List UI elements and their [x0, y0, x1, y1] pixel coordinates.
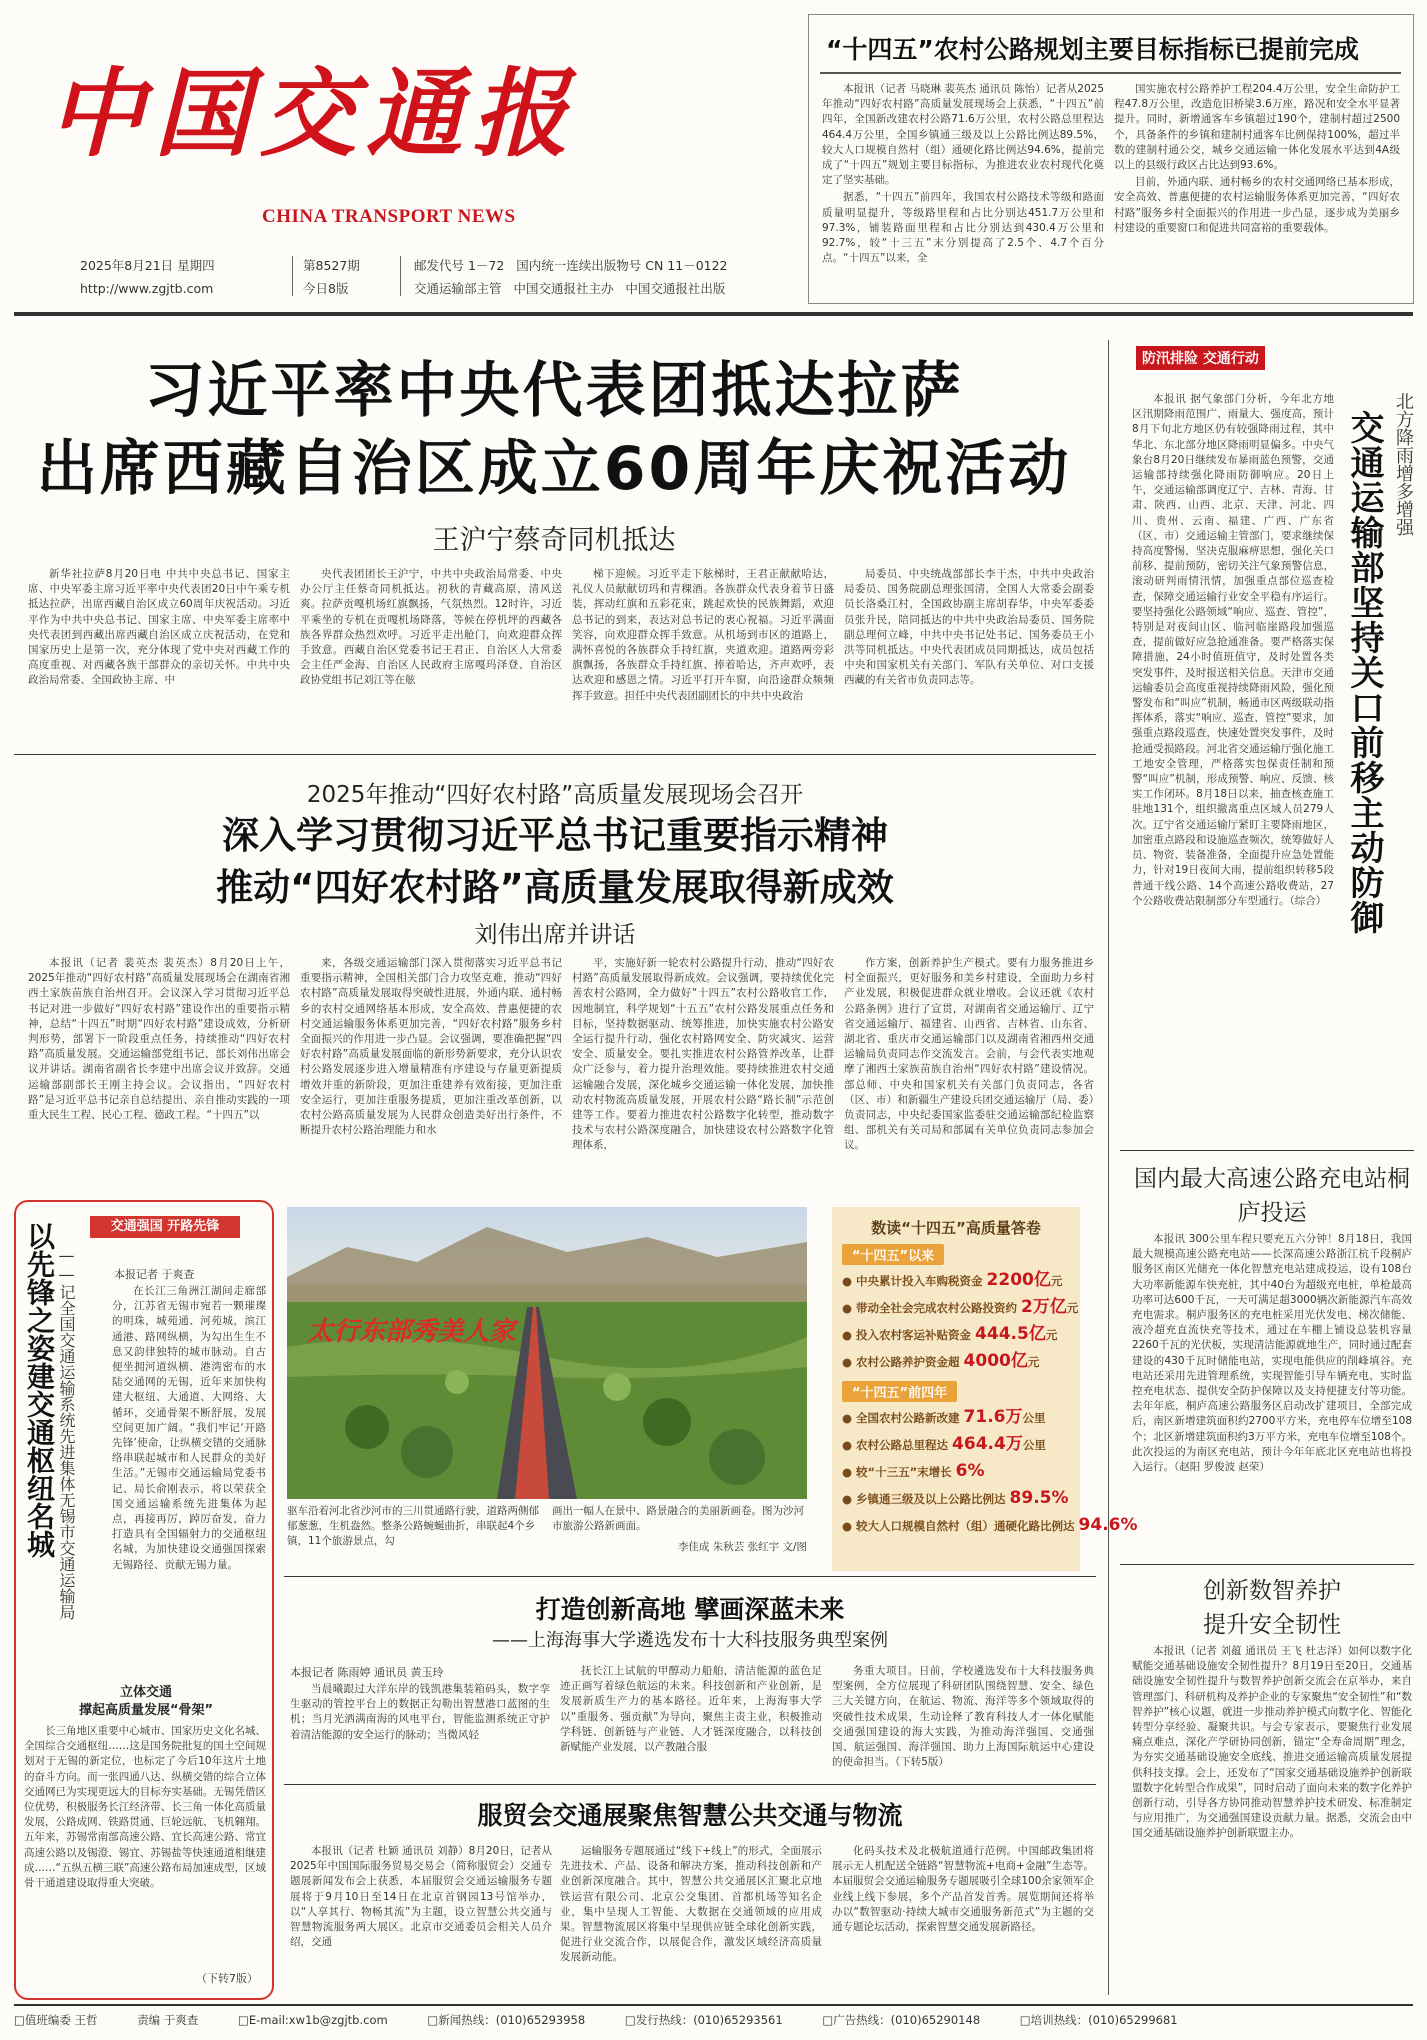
scenic-road-photo [287, 1207, 807, 1499]
innov-headline[interactable]: 打造创新高地 擘画深蓝未来 [535, 1595, 845, 1624]
divider [284, 1784, 1096, 1785]
footer-editor: □值班编委 王哲 [14, 2013, 98, 2027]
infographic-section-2: “十四五”前四年 [842, 1381, 957, 1402]
sponsor: 交通运输部主管 [414, 281, 502, 296]
infographic-row-value: 2200亿 [986, 1270, 1051, 1290]
side-banner: 防汛排险 交通行动 [1136, 346, 1265, 370]
lead-headline[interactable]: 习近平率中央代表团抵达拉萨 出席西藏自治区成立60周年庆祝活动 [36, 356, 1072, 504]
lead-column-1: 新华社拉萨8月20日电 中共中央总书记、国家主席、中央军委主席习近平率中央代表团20日中午乘专机抵达拉萨，出席西藏自治区成立60周年庆祝活动。习近平作为中共中央总书记、国家主席、中央军委主席率中央代表团到西藏出席西藏自治区成立庆祝活动，在党和国家历史上是第一次，充分体现了党中央对西藏工作的高度重视、对西藏各族干部群众的亲切关怀。中共中央政治局常委、全国政协主席、中 [28, 568, 290, 687]
footer-rule [14, 2004, 1413, 2006]
photo-caption-1: 驱车沿着河北省沙河市的三川贯通路行驶，道路两侧郁郁葱葱，生机盎然。整条公路蜿蜒曲折，串联起4个乡镇，11个旅游景点，勾 [287, 1505, 539, 1547]
infographic-row-label: ● 乡镇通三级及以上公路比例达 [842, 1492, 1010, 1506]
masthead-date-block [80, 254, 292, 300]
postal-code: 邮发代号 1－72 [414, 258, 505, 273]
infographic-row-unit: 元 [1027, 1355, 1040, 1369]
feature-subhead: 立体交通 撑起高质量发展“骨架” [78, 1685, 214, 1718]
infographic-row [842, 1267, 1070, 1294]
footer-ad-hotline: □广告热线：(010)65290148 [822, 2013, 981, 2027]
infographic-row-label: ● 农村公路总里程达 [842, 1438, 953, 1452]
infographic-row-label: ● 全国农村公路新改建 [842, 1411, 964, 1425]
infographic-row-label: ● 中央累计投入车购税资金 [842, 1274, 987, 1288]
topright-headline[interactable]: “十四五”农村公路规划主要目标指标已提前完成 [826, 35, 1359, 64]
feature-byline: 本报记者 于爽查 [114, 1268, 195, 1281]
footer-responsible-editor: 责编 于爽查 [137, 2013, 199, 2027]
infographic-row-unit: 元 [1050, 1274, 1063, 1288]
photo-illustration [287, 1207, 807, 1499]
expo-headline[interactable]: 服贸会交通展聚焦智慧公共交通与物流 [477, 1801, 903, 1830]
infographic-row [842, 1404, 1070, 1431]
website-link[interactable]: http://www.zgjtb.com [80, 281, 214, 296]
side-headline-2[interactable]: 国内最大高速公路充电站桐庐投运 [1134, 1166, 1410, 1226]
infographic-row [842, 1512, 1138, 1539]
innov-column-3: 务重大项目。日前，学校遴选发布十大科技服务典型案例，全方位展现了科研团队围绕智慧、安全、绿色三大关键方向，在航运、物流、海洋等多个领域取得的突破性技术成果，生动诠释了教育科技人才一体化赋能交通强国建设的海大实践，为推动海洋强国、交通强国、航运强国、海洋强国、助力上海国际航运中心建设的使命担当。（下转5版） [832, 1665, 1094, 1769]
lead-column-4: 局委员、中央统战部部长李干杰，中共中央政治局委员、国务院副总理张国清，全国人大常委会副委员长洛桑江村，全国政协副主席胡春华，中央军委委员张升民，陪同抵达的中共中央政治局委员、国务院副总理何立峰，中共中央书记处书记、国务委员王小洪等同机抵达。中央代表团成员同期抵达，成员包括中央和国家机关有关部门、军队有关单位、对口支援西藏的有关省市负责同志等。 [844, 568, 1094, 687]
divider [820, 72, 1401, 74]
publisher: 中国交通报社出版 [625, 281, 726, 296]
issue-date: 2025年8月21日 星期四 [80, 258, 215, 273]
organizer: 中国交通报社主办 [513, 281, 614, 296]
infographic-row-label: ● 农村公路养护资金超 [842, 1355, 964, 1369]
infographic-rows-2 [842, 1404, 1138, 1539]
infographic-row-unit: 公里 [1022, 1438, 1046, 1452]
infographic-row [842, 1458, 1070, 1485]
infographic [832, 1207, 1138, 1571]
side-body-2: 本报讯 300公里车程只要充五六分钟！8月18日，我国最大规模高速公路充电站——长深高速公路浙江杭千段桐庐服务区南区光储充一体化智慧充电站建成投运，设有108台大功率新能源车快充桩，其中40台为超级充电桩，单枪最高功率可达600千瓦，一天可满足超3000辆次新能源汽车高效充电需求。桐庐服务区的充电桩采用光伏发电、梯次储能、液冷超充直流快充等技术，通过在车棚上铺设总装机容量2260千瓦的光伏板，实现清洁能源就地生产，同时通过配套建设的430千瓦时储能电站，实现电能供应的削峰填谷。充电站还采用先进管理系统，实现智能引导车辆充电、实时监控充电状态、提供安全防护保障以及支持便捷支付等功能。去年年底，桐庐高速公路服务区启动改扩建项目，全部完成后，南区新增建筑面积约2700平方米，充电停车位增至108个；北区新增建筑面积约3万平方米，充电车位增至108个。此次投运的为南区充电站，预计今年年底北区充电站也将投入运行。（赵阳 罗俊波 赵荣） [1132, 1233, 1412, 1474]
feature-vertical-title[interactable]: 以先锋之姿建交通枢纽名城 [23, 1222, 56, 1558]
masthead-english-title: CHINA TRANSPORT NEWS [262, 206, 516, 227]
topright-column-1: 本报讯（记者 马晓琳 裴英杰 通讯员 陈怡）记者从2025年推动“四好农村路”高质量发展现场会上获悉，“十四五”前四年，全国新改建农村公路71.6万公里，农村公路总里程达464.4万公里，全国乡镇通三级及以上公路比例达89.5%，较大人口规模自然村（组）通硬化路比例达94.6%，提前完成了“十四五”规划主要目标指标，为推进农业农村现代化奠定了坚实基础。 据悉，“十四五”前四年，我国农村公路技术等级和路面质量明显提升，等级路里程和占比分别达451.7万公里和97.3%，铺装路面里程和占比分别达到430.4万公里和92.7%，较“十三五”末分别提高了2.5个、4.7个百分点。“十四五”以来，全 [822, 83, 1104, 265]
rural-column-1: 本报讯（记者 裴英杰 裴英杰）8月20日上午，2025年推动“四好农村路”高质量发展现场会在湖南省湘西土家族苗族自治州召开。会议深入学习贯彻习近平总书记对进一步做好“四好农村路”建设作出的重要指示精神，总结“十四五”时期“四好农村路”建设成效，分析研判形势，部署下一阶段重点任务，持续推动“四好农村路”高质量发展。交通运输部党组书记、部长刘伟出席会议并讲话。湖南省副省长李建中出席会议并致辞。交通运输部副部长王刚主持会议。会议指出，“四好农村路”是习近平总书记亲自总结提出、亲自推动实践的一项重大民生工程、民心工程、德政工程。“十四五”以 [28, 957, 290, 1122]
footer-email[interactable]: □E-mail:xw1b@zgjtb.com [238, 2013, 388, 2027]
masthead-publisher-block [414, 254, 814, 300]
infographic-row-value: 4000亿 [963, 1351, 1028, 1371]
infographic-row-value: 444.5亿 [975, 1324, 1046, 1344]
lead-column-3: 梯下迎候。习近平走下舷梯时，王君正献献哈达，礼仪人员献献切玛和青稞酒。各族群众代表身着节日盛装，挥动红旗和五彩花束，跳起欢快的民族舞蹈，欢迎总书记的到来，表达对总书记的衷心祝福。习近平满面笑容，向欢迎群众挥手致意。从机场到市区的道路上，满怀喜悦的各族群众手持红旗，夹道欢迎。道路两旁彩旗飘扬，各族群众手持红旗、捧着哈达，齐声欢呼，表达欢迎和感恩之情。习近平打开车窗，向沿途群众频频挥手致意。担任中央代表团副团长的中共中央政治 [572, 568, 834, 702]
innov-byline: 本报记者 陈雨婷 通讯员 黄玉玲 [290, 1666, 444, 1679]
rural-headline[interactable]: 深入学习贯彻习近平总书记重要指示精神 推动“四好农村路”高质量发展取得新成效 [216, 814, 894, 909]
divider [284, 1576, 1096, 1577]
infographic-row-label: ● 较“十三五”末增长 [842, 1465, 956, 1479]
infographic-row-label: ● 带动全社会完成农村公路投资约 [842, 1301, 1022, 1315]
rural-kicker: 2025年推动“四好农村路”高质量发展现场会召开 [306, 782, 804, 808]
masthead-issue-block [303, 254, 393, 300]
infographic-title: 数读“十四五”高质量答卷 [871, 1219, 1041, 1237]
side-divider [1108, 340, 1109, 1995]
infographic-row-value: 94.6% [1078, 1515, 1138, 1535]
infographic-row [842, 1294, 1079, 1321]
footer-news-hotline: □新闻热线：(010)65293958 [427, 2013, 586, 2027]
lead-column-2: 央代表团团长王沪宁，中共中央政治局常委、中央办公厅主任蔡奇同机抵达。初秋的青藏高原，清风送爽。拉萨贡嘎机场红旗飘扬，气氛热烈。12时许，习近平乘坐的专机在贡嘎机场降落，等候在停机坪的西藏各族各界群众热烈欢呼。习近平走出舱门，向欢迎群众挥手致意。西藏自治区党委书记王君正、自治区人大常委会主任严金海、自治区人民政府主席嘎玛泽登、自治区政协党组书记刘江等在舷 [300, 568, 562, 687]
infographic-row-label: ● 较大人口规模自然村（组）通硬化路比例达 [842, 1519, 1079, 1533]
feature-vertical-subtitle: ——记全国交通运输系统先进集体无锡市交通运输局 [57, 1246, 76, 1620]
side-body-3: 本报讯（记者 刘蕴 通讯员 王飞 杜志泽）如何以数字化赋能交通基础设施安全韧性提升？8月19日至20日，交通基础设施安全韧性提升与数智养护创新交流会在京举办，来自管理部门、科研机构及养护企业的专家聚焦“安全韧性”和“数智养护”核心议题，就进一步推动养护模式向数字化、智能化转型分享经验、凝聚共识。与会专家表示，要聚焦行业发展痛点难点，深化产学研协同创新，锚定“全寿命周期”理念，为夯实交通基础设施安全底线、推进交通运输高质量发展提供科技支撑。会上，还发布了“国家交通基础设施养护创新联盟数字化转型合作成果”，同时启动了面向未来的数字化养护创新行动，引导各方协同推动智慧养护技术研发、标准制定与应用推广，为交通强国建设贡献力量。据悉，交流会由中国交通基础设施养护创新联盟主办。 [1132, 1645, 1412, 1840]
masthead-logo: 中国交通报 [48, 57, 578, 170]
side-body-top: 本报讯 据气象部门分析，今年北方地区汛期降雨范围广、雨量大、强度高，预计8月下旬北方地区仍有较强降雨过程，其中华北、东北部分地区降雨明显偏多。中央气象台8月20日继续发布暴雨蓝色预警，交通运输部持续强化降雨防御响应。20日上午，交通运输部调度辽宁、吉林、青海、甘肃、陕西、山西、北京、天津、河北、四川、贵州、云南、福建、广西、广东省（区、市）交通运输主管部门，要求继续保持高度警惕，坚决克服麻痹思想，强化关口前移、提前预防，密切关注气象预警信息，滚动研判雨情汛情，加强重点部位巡查检查，保障交通运输行业安全平稳有序运行。要坚持强化公路领域“响应、巡查、管控”，特别是对夜间山区、临河临崖路段加强巡查，提前做好应急抢通准备。要严格落实保障措施，24小时值班值守，及时处置各类突发事件，及时报送相关信息。天津市交通运输委员会高度重视持续降雨风险，强化预警发布和“叫应”机制，畅通市区两级联动指挥体系，落实“响应、巡查、管控”要求，加强重点路段巡查，快速处置突发事件，及时抢通受损路段。河北省交通运输厅强化施工工地安全管理，严格落实包保责任制和预警“叫应”机制，形成预警、响应、反馈、核实工作闭环。8月18日以来，抽查核查施工驻地131个，组织撤离重点区域人员279人次。辽宁省交通运输厅紧盯主要降雨地区，加密重点路段和设施巡查频次，统筹做好人员、物资、装备准备，全面提升应急处置能力，针对19日夜间大雨，提前组织转移5段普通干线公路、14个高速公路收费站，27个公路收费站限制部分车型通行。（综合） [1132, 393, 1334, 907]
feature-body: 在长江三角洲江湖间走廊部分，江苏省无锡市宛若一颗璀璨的明珠，城苑通、河苑城，滨江通港、路网纵横，为勾出生生不息又韵律独特的城市脉动。自古便坐拥河道纵横、港湾密布的水陆交通网的无锡，近年来加快构建大枢纽、大通道、大网络、大循环，交通骨架不断舒展，发展空间更加广阔。“我们牢记‘开路先锋’使命，让纵横交错的交通脉络串联起城市和人民群众的美好生活。”无锡市交通运输局党委书记、局长俞刚表示，将以荣获全国交通运输系统先进集体为起点，再接再厉，踔厉奋发，奋力打造具有全国辐射力的交通枢纽名城，为加快建设交通强国探索无锡路径、贡献无锡力量。 [112, 1285, 266, 1571]
infographic-row-value: 6% [955, 1461, 985, 1481]
topright-column-2: 国实施农村公路养护工程204.4万公里，安全生命防护工程47.8万公里，改造危旧桥梁3.6万座，路况和安全水平显著提升。同时，新增通客车乡镇超过190个，建制村超过2500个，具备条件的乡镇和建制村通客车比例保持100%，超过半数的建制村通公交，城乡交通运输一体化发展水平达到4A级以上的县级行政区占比达到93.6%。 目前，外通内联、通村畅乡的农村交通网络已基本形成，安全高效、普惠便捷的农村运输服务体系更加完善，“四好农村路”服务乡村全面振兴的作用进一步凸显，逐步成为美丽乡村建设的重要窗口和促进共同富裕的重要载体。 [1114, 83, 1400, 234]
expo-column-3: 化码头技术及北极航道通行范例。中国邮政集团将展示无人机配送全链路“智慧物流+电商+金融”生态等。本届服贸会交通运输服务专题展吸引全球100余家领军企业线上线下参展，多个产品首发首秀。展览期间还将举办以“数智驱动·持续大城市交通服务新范式”为主题的交通专题论坛活动，探索智慧交通发展新路径。 [832, 1845, 1094, 1934]
page-count: 今日8版 [303, 281, 349, 296]
rural-column-2: 来，各级交通运输部门深入贯彻落实习近平总书记重要指示精神，全国相关部门合力攻坚克难，推动“四好农村路”高质量发展取得突破性进展，外通内联、通村畅乡的农村交通网络基本形成，安全高效、普惠便捷的农村交通运输服务体系更加完善，“四好农村路”服务乡村全面振兴的作用进一步凸显。会议强调，要准确把握“四好农村路”高质量发展面临的新形势新要求，充分认识农村公路发展逐步进入增量精准有序建设与存量更新提质增效并重的新阶段，更加注重建养有效衔接，更加注重安全运行，更加注重服务提质，更加注重改革创新，以农村公路高质量发展为人民群众创造美好出行条件，不断提升农村公路治理能力和水 [300, 957, 562, 1137]
infographic-row-value: 464.4万 [952, 1434, 1023, 1454]
photo-credit: 李佳成 朱秋芸 张红宇 文/图 [677, 1541, 807, 1553]
divider [1120, 1564, 1414, 1565]
divider [400, 256, 401, 296]
divider [292, 256, 293, 296]
infographic-row-label: ● 投入农村客运补贴资金 [842, 1328, 976, 1342]
continued-note: （下转7版） [196, 1972, 258, 1985]
side-kicker: 北方降雨增多增强 [1393, 392, 1414, 536]
footer-distribution-hotline: □发行热线：(010)65293561 [624, 2013, 783, 2027]
infographic-row [842, 1348, 1070, 1375]
masthead-rule [14, 312, 1413, 316]
infographic-rows-1 [842, 1267, 1079, 1375]
photo-overlay-text: 太行东部秀美人家 [307, 1317, 516, 1347]
infographic-row [842, 1431, 1070, 1458]
feature-banner: 交通强国 开路先锋 [90, 1216, 240, 1238]
infographic-row-value: 89.5% [1009, 1488, 1069, 1508]
innov-column-1: 当晨曦跟过大洋东岸的钱凯港集装箱码头，数字孪生驱动的管控平台上的数据正勾勒出智慧港口蓝图的生机；当月光洒满南海的风电平台，智能监测系统正守护着清洁能源的安全运行的脉动；当微风轻 [290, 1683, 550, 1741]
side-headline-3[interactable]: 创新数智养护提升安全韧性 [1203, 1578, 1341, 1638]
infographic-row [842, 1485, 1070, 1512]
infographic-row-unit: 元 [1045, 1328, 1058, 1342]
divider [1120, 1150, 1414, 1151]
rural-column-4: 作方案，创新养护生产模式。要有力服务推进乡村全面振兴，更好服务和美乡村建设，全面助力乡村产业发展，积极促进群众就业增收。会议还就《农村公路条例》进行了宣贯，对湖南省交通运输厅、辽宁省交通运输厅、福建省、山西省、吉林省、山东省、湖北省、重庆市交通运输部门以及湖南省湘西州交通运输局负责同志作交流发言。会前，与会代表实地观摩了湘西土家族苗族自治州“四好农村路”建设情况。部总师、中央和国家机关有关部门负责同志，各省（区、市）和新疆生产建设兵团交通运输厅（局、委）负责同志，中央纪委国家监委驻交通运输部纪检监察组、部机关有关司局和部属有关单位负责同志参加会议。 [844, 957, 1094, 1152]
lead-subhead: 王沪宁蔡奇同机抵达 [432, 525, 676, 556]
footer [14, 2012, 1413, 2034]
innov-column-2: 抚长江上试航的甲醇动力船舶，清洁能源的蓝色足迹正画写着绿色航运的未来。科技创新和产业创新，是发展新质生产力的基本路径。近年来，上海海事大学以“重服务、强贡献”为导向，聚焦主责主业，积极推动学科链、创新链与产业链、人才链深度融合，以科技创新赋能产业发展，以产教融合服 [560, 1665, 822, 1754]
expo-column-1: 本报讯（记者 杜颖 通讯员 刘静）8月20日，记者从2025年中国国际服务贸易交易会（简称服贸会）交通专题展新闻发布会上获悉，本届服贸会交通运输服务专题展将于9月10日至14日在北京首钢园13号馆举办，以“人享其行、物畅其流”为主题，设立智慧公共交通与智慧物流服务两大展区。北京市交通委员会相关人员介绍，交通 [290, 1845, 552, 1949]
divider [14, 754, 1096, 755]
issue-number: 第8527期 [303, 258, 360, 273]
infographic-row [842, 1321, 1070, 1348]
infographic-row-value: 2万亿 [1021, 1297, 1067, 1317]
infographic-row-value: 71.6万 [963, 1407, 1023, 1427]
infographic-row-unit: 元 [1066, 1301, 1079, 1315]
footer-training-hotline: □培训热线：(010)65299681 [1019, 2013, 1178, 2027]
innov-subhead: ——上海海事大学遴选发布十大科技服务典型案例 [492, 1630, 888, 1651]
infographic-section-1: “十四五”以来 [842, 1244, 944, 1265]
rural-subhead: 刘伟出席并讲话 [474, 922, 636, 948]
infographic-row-unit: 公里 [1022, 1411, 1046, 1425]
rural-column-3: 平，实施好新一轮农村公路提升行动，推动“四好农村路”高质量发展取得新成效。会议强调，要持续优化完善农村公路网，全力做好“十四五”农村公路收官工作，因地制宜，科学规划“十五五”农村公路发展重点任务和目标，坚持数据驱动、统筹推进，加快实施农村公路安全运行提升行动，强化农村路网安全、防灾减灾、运营安全、质量安全。要扎实推进农村公路管养改革，让群众广泛参与，着力提升治理效能。要持续推进农村交通运输融合发展，深化城乡交通运输一体化发展，加快推动农村物流高质量发展，开展农村公路“路长制”示范创建等工作。要着力推进农村公路数字化转型，推动数字技术与农村公路深度融合，加快建设农村公路数字化管理体系， [572, 957, 834, 1152]
photo-caption-2: 画出一幅人在景中、路景融合的美丽新画卷。图为沙河市旅游公路新画面。 [552, 1505, 804, 1532]
side-headline[interactable]: 交通运输部坚持关口前移主动防御 [1344, 410, 1384, 935]
cn-number: 国内统一连续出版物号 CN 11－0122 [516, 258, 728, 273]
feature-body-2: 长三角地区重要中心城市、国家历史文化名城、全国综合交通枢纽……这是国务院批复的国土空间规划对于无锡的新定位，也标定了今后10年这片土地的奋斗方向。而一张四通八达、纵横交错的综合立体交通网已为实现更远大的目标夯实基础。无锡凭借区位优势，积极服务长江经济带、长三角一体化高质量发展，公路成网、铁路贯通、巨轮远航、飞机翱翔。五年来，苏锡常南部高速公路、宜长高速公路、常宜高速公路以及锡澄、锡宜、苏锡盐等快速通道相继建成……“五纵五横三联”高速公路布局加速成型，区域骨干通道建设取得重大突破。 [24, 1725, 266, 1890]
expo-column-2: 运输服务专题展通过“线下+线上”的形式，全面展示先进技术、产品、设备和解决方案，推动科技创新和产业创新深度融合。其中，智慧公共交通展区汇聚北京地铁运营有限公司、北京公交集团、首都机场等知名企业，集中呈现人工智能、大数据在交通领域的应用成果。智慧物流展区将集中呈现供应链全球化创新实践，促进行业交流合作，以展促合作，激发区域经济高质量发展新动能。 [560, 1845, 822, 1964]
